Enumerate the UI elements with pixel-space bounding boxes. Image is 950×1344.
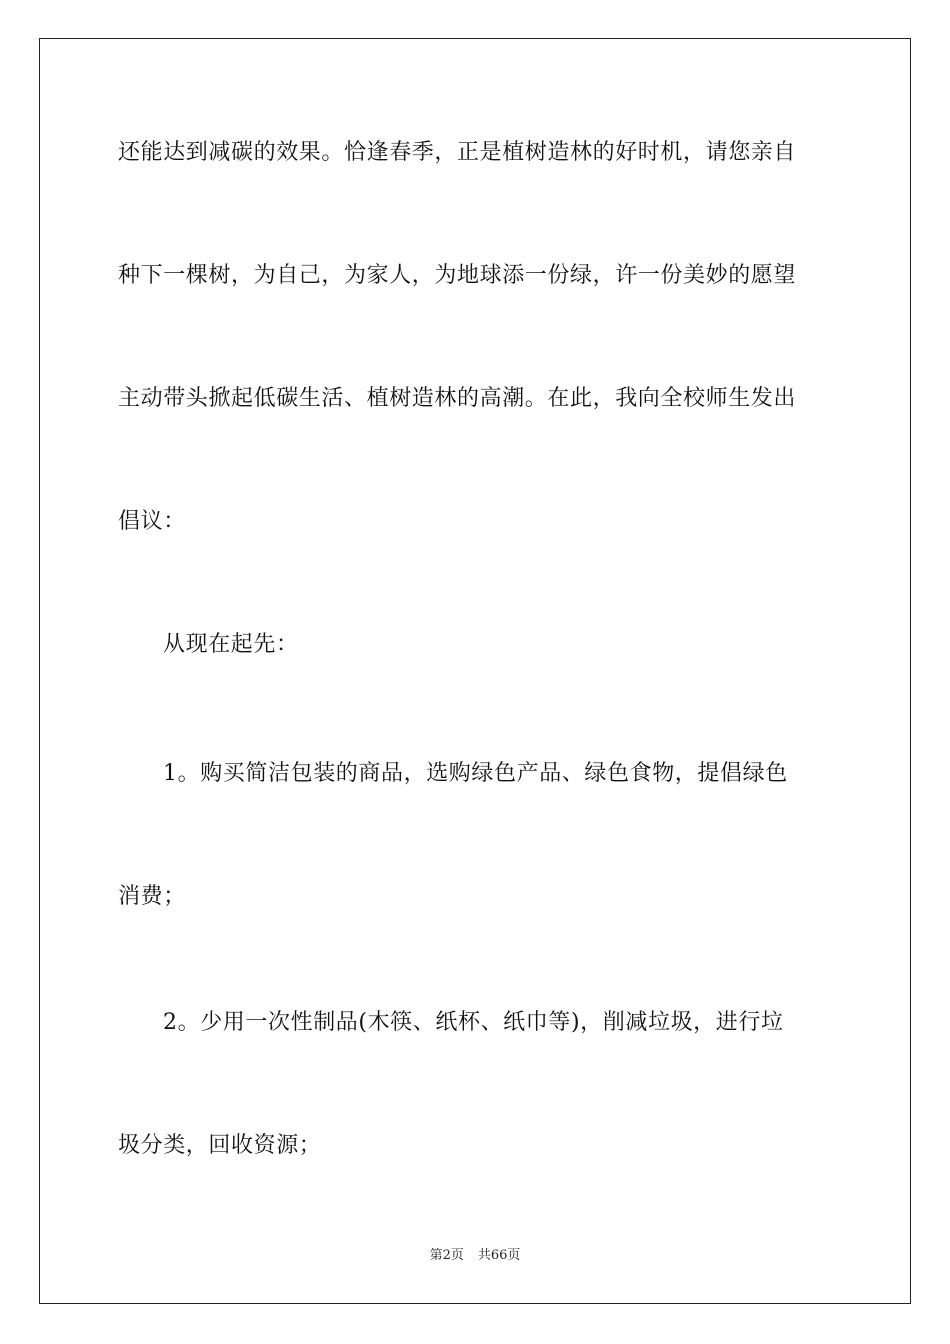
page-frame — [39, 38, 911, 1304]
list-item-1-continued: 消费； — [118, 884, 186, 909]
body-text-line: 从现在起先： — [163, 632, 299, 657]
page-footer — [0, 1247, 950, 1265]
list-item-2: 2。少用一次性制品(木筷、纸杯、纸巾等)，削减垃圾，进行垃 — [163, 1010, 784, 1035]
list-item-1: 1。购买简洁包装的商品，选购绿色产品、绿色食物，提倡绿色 — [163, 761, 788, 786]
page-number: 第2页 — [429, 1248, 464, 1263]
body-text-line: 种下一棵树，为自己，为家人，为地球添一份绿，许一份美妙的愿望 — [118, 263, 797, 288]
body-text-line: 倡议： — [118, 509, 186, 534]
body-text-line: 还能达到减碳的效果。恰逢春季，正是植树造林的好时机，请您亲自 — [118, 140, 797, 165]
list-item-2-continued: 圾分类，回收资源； — [118, 1133, 322, 1158]
total-pages: 共66页 — [477, 1248, 521, 1263]
body-text-line: 主动带头掀起低碳生活、植树造林的高潮。在此，我向全校师生发出 — [118, 386, 797, 411]
